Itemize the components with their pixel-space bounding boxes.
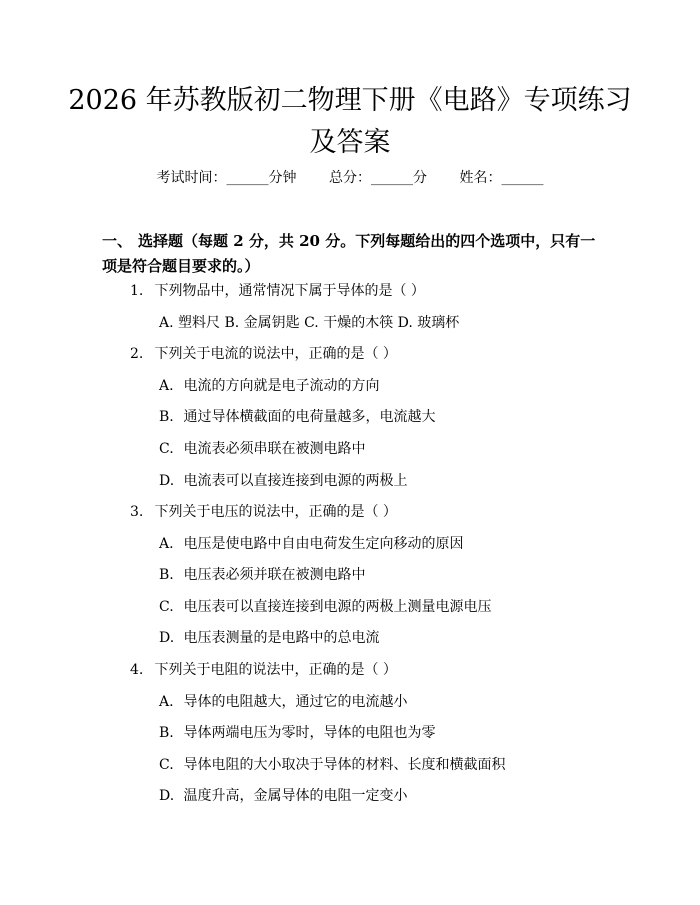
option-d — [159, 786, 407, 806]
option-text: 导体两端电压为零时，导体的电阻也为零 — [183, 725, 436, 741]
option-d — [159, 628, 379, 648]
question-number: 4. — [130, 662, 144, 678]
option-letter: B. — [159, 409, 174, 425]
option-text: 导体电阻的大小取决于导体的材料、长度和横截面积 — [183, 757, 506, 773]
option-text: 温度升高，金属导体的电阻一定变小 — [183, 788, 408, 804]
option-c — [159, 755, 505, 775]
question-text: 下列物品中，通常情况下属于导体的是（ ） — [154, 283, 425, 299]
question-text: 下列关于电压的说法中，正确的是（ ） — [154, 504, 397, 520]
option-text: 电流表可以直接连接到电源的两极上 — [183, 473, 408, 489]
question-number: 2. — [130, 346, 144, 362]
option-letter: D. — [159, 473, 175, 489]
option-text: 导体的电阻越大，通过它的电流越小 — [183, 694, 408, 710]
option-c — [159, 597, 491, 617]
option-text: 电流的方向就是电子流动的方向 — [183, 378, 380, 394]
question-4 — [130, 660, 397, 680]
exam-info-row — [0, 168, 700, 188]
option-letter: B. — [159, 725, 174, 741]
option-letter: C. — [159, 441, 174, 457]
option-letter: C. — [159, 599, 174, 615]
option-text: 通过导体横截面的电荷量越多，电流越大 — [183, 409, 436, 425]
option-a — [159, 376, 379, 396]
question-2 — [130, 344, 397, 364]
option-b — [159, 565, 365, 585]
option-d — [159, 471, 407, 491]
option-letter: A. — [159, 694, 174, 710]
option-text: 电压表测量的是电路中的总电流 — [183, 630, 380, 646]
total-score-field: 总分：______分 — [329, 170, 427, 186]
option-b — [159, 407, 435, 427]
question-3 — [130, 502, 397, 522]
option-a — [159, 534, 463, 554]
section-number: 一、 — [102, 232, 133, 250]
option-letter: B. — [159, 567, 174, 583]
option-text: 电流表必须串联在被测电路中 — [183, 441, 366, 457]
option-a — [159, 692, 407, 712]
question-text: 下列关于电流的说法中，正确的是（ ） — [154, 346, 397, 362]
student-name-field: 姓名：______ — [459, 170, 544, 186]
exam-time-field: 考试时间：______分钟 — [156, 170, 297, 186]
option-letter: A. — [159, 536, 174, 552]
option-c — [159, 439, 365, 459]
question-text: 下列关于电阻的说法中，正确的是（ ） — [154, 662, 397, 678]
option-letter: D. — [159, 788, 175, 804]
document-title: 2026 年苏教版初二物理下册《电路》专项练习及答案 — [68, 85, 632, 158]
section-heading-text: 选择题（每题 2 分，共 20 分。下列每题给出的四个选项中，只有一项是符合题目要求的。） — [102, 232, 596, 275]
option-letter: D. — [159, 630, 175, 646]
option-text: 电压是使电路中自由电荷发生定向移动的原因 — [183, 536, 464, 552]
question-number: 1. — [130, 283, 144, 299]
option-text: 电压表必须并联在被测电路中 — [183, 567, 366, 583]
option-letter: C. — [159, 757, 174, 773]
option-b — [159, 723, 435, 743]
option-letter: A. — [159, 378, 174, 394]
section-heading — [102, 229, 602, 279]
question-1-options: A. 塑料尺 B. 金属钥匙 C. 干燥的木筷 D. 玻璃杯 — [159, 315, 460, 331]
option-text: 电压表可以直接连接到电源的两极上测量电源电压 — [183, 599, 492, 615]
question-number: 3. — [130, 504, 144, 520]
question-1 — [130, 281, 425, 301]
